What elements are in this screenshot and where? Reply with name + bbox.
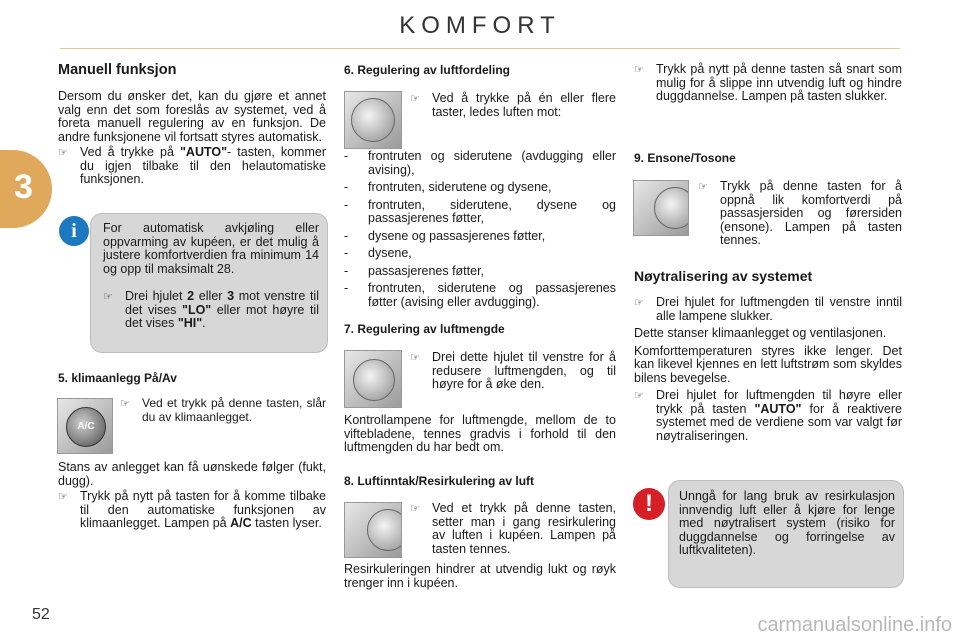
warning-box	[668, 480, 904, 588]
s8-body: Resirkuleringen hindrer at utvendig lukt og røyk trenger inn i kupéen.	[344, 562, 616, 590]
ac-button-image	[57, 398, 113, 454]
s5-bullet: ☞ Ved et trykk på denne tasten, slår du av klimaanlegget.	[120, 396, 326, 424]
list-item: - frontruten og siderutene (avdugging eller avising),	[344, 149, 616, 177]
s6-list	[344, 150, 616, 313]
mono-dual-button	[654, 187, 689, 229]
s6-bullet: ☞ Ved å trykke på én eller flere taster, ledes luften mot:	[410, 91, 616, 119]
list-item: - frontruten, siderutene og passasjerenes føtter (avising eller avdugging).	[344, 281, 616, 309]
watermark: carmanualsonline.info	[757, 614, 952, 636]
column-1	[58, 62, 326, 187]
air-flow-image	[344, 350, 402, 408]
n-para-1: Dette stanser klimaanlegget og ventilasjonen.	[634, 326, 887, 340]
info-box	[90, 213, 328, 353]
chapter-number: 3	[14, 168, 33, 206]
hand-pointer-icon: ☞	[58, 147, 68, 159]
mono-dual-image	[633, 180, 689, 236]
recirculation-image	[344, 502, 402, 558]
section-7-title: 7. Regulering av luftmengde	[344, 322, 505, 336]
chapter-tab	[0, 150, 52, 228]
section-5-body	[58, 461, 326, 531]
hand-pointer-icon: ☞	[634, 390, 644, 402]
list-item: - dysene og passasjerenes føtter,	[344, 228, 546, 243]
list-item: - frontruten, siderutene, dysene og passasjerenes føtter,	[344, 197, 616, 225]
info-icon: i	[59, 216, 89, 246]
section-neutral	[634, 268, 902, 443]
info-bullet: ☞ Drei hjulet 2 eller 3 mot venstre til det vises "LO" eller mot høyre til det vises "HI".	[103, 289, 319, 330]
section-9-title: 9. Ensone/Tosone	[634, 151, 736, 165]
hand-pointer-icon: ☞	[410, 352, 420, 364]
hand-pointer-icon: ☞	[634, 64, 644, 76]
list-item: - frontruten, siderutene og dysene,	[344, 180, 552, 194]
page-title: KOMFORT	[399, 12, 561, 39]
s8-bullet: ☞ Ved et trykk på denne tasten, setter man i gang resirkulering av luften i kupéen. Lampen på tasten tennes.	[410, 501, 616, 556]
s8-bullet-2: ☞ Trykk på nytt på denne tasten så snart som mulig for å slippe inn utvendig luft og hindre duggdannelse. Lampen på tasten slukker.	[634, 62, 902, 103]
hand-pointer-icon: ☞	[634, 297, 644, 309]
warning-text: Unngå for lang bruk av resirkulasjon innvendig luft eller å kjøre for lenge med nøytralisert system (risiko for duggdannelse og forringelse av luftkvaliteten).	[679, 489, 895, 557]
airflow-dial	[353, 359, 395, 401]
hand-pointer-icon: ☞	[410, 503, 420, 515]
section-6-title: 6. Regulering av luftfordeling	[344, 63, 511, 77]
section-5	[58, 371, 326, 385]
header-rule	[60, 48, 900, 49]
hand-pointer-icon: ☞	[410, 93, 420, 105]
n-para-2: Komforttemperaturen styres ikke lenger. Det kan likevel kjennes en lett luftstrøm som skyldes bilens bevegelse.	[634, 343, 902, 385]
s5-para: Stans av anlegget kan få uønskede følger (fukt, dugg).	[58, 460, 326, 488]
hand-pointer-icon: ☞	[120, 398, 130, 410]
hand-pointer-icon: ☞	[698, 181, 708, 193]
recirculation-button	[367, 509, 402, 551]
s7-body: Kontrollampene for luftmengde, mellom de to viftebladene, tennes gradvis i forhold til den luftmengden du har bedt om.	[344, 413, 616, 454]
hand-pointer-icon: ☞	[58, 491, 68, 503]
section-title-manual: Manuell funksjon	[58, 62, 177, 78]
s7-bullet: ☞ Drei dette hjulet til venstre for å redusere luftmengden, og til høyre for å øke den.	[410, 350, 616, 391]
list-item: - dysene,	[344, 246, 412, 260]
section-title-neutral: Nøytralisering av systemet	[634, 268, 813, 284]
air-distribution-image	[344, 91, 402, 149]
warning-icon: !	[633, 488, 665, 520]
s5-bullet-2: ☞ Trykk på nytt på tasten for å komme tilbake til den automatiske funksjonen av klimaanlegget. Lampen på A/C tasten lyser.	[58, 489, 326, 530]
n-bullet-2: ☞ Drei hjulet for luftmengden til høyre eller trykk på tasten "AUTO" for å reaktivere systemet med de verdiene som var valgt før nøytraliseringen.	[634, 388, 902, 443]
manual-intro: Dersom du ønsker det, kan du gjøre et annet valg enn det som foreslås av systemet, ved å foreta manuell regulering av en funksjon. De andre funksjonene vil fortsatt styres automatisk.	[58, 89, 326, 144]
list-item: - passasjerenes føtter,	[344, 263, 485, 278]
n-bullet-1: ☞ Drei hjulet for luftmengden til venstre inntil alle lampene slukker.	[634, 295, 902, 323]
hand-pointer-icon: ☞	[103, 291, 113, 303]
distribution-dial	[351, 98, 395, 142]
page-number: 52	[32, 606, 50, 623]
manual-bullet: ☞ Ved å trykke på "AUTO"- tasten, kommer du igjen tilbake til den helautomatiske funksjonen.	[58, 145, 326, 186]
section-title-5: 5. klimaanlegg På/Av	[58, 371, 177, 385]
ac-button-label: A/C	[66, 407, 106, 447]
info-text: For automatisk avkjøling eller oppvarming av kupéen, er det mulig å justere komfortverdien fra minimum 14 og opp til maksimalt 28.	[103, 221, 319, 276]
s9-bullet: ☞ Trykk på denne tasten for å oppnå lik komfortverdi på passasjersiden og førersiden (ensone). Lampen på tasten tennes.	[698, 179, 902, 247]
section-8-title: 8. Luftinntak/Resirkulering av luft	[344, 474, 535, 488]
